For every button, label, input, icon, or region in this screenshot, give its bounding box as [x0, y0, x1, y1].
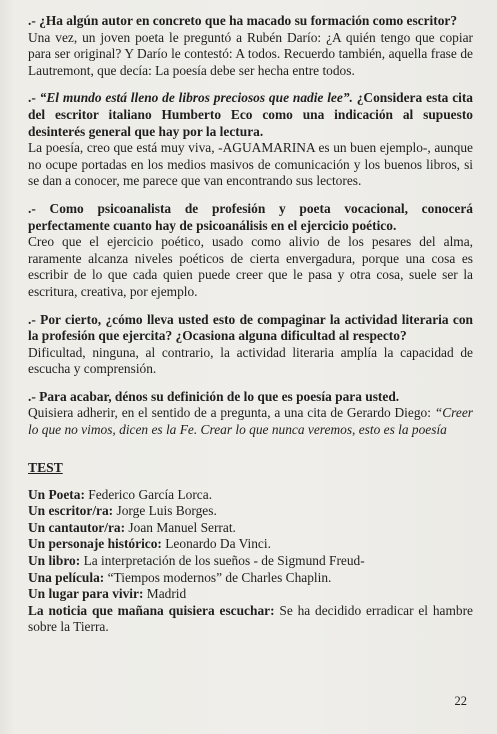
test-value: Madrid: [143, 586, 187, 602]
question-5: .- Para acabar, dénos su definición de lo que es poesía para usted.: [28, 388, 400, 404]
answer-2: La poesía, creo que está muy viva, -AGUAMARINA es un buen ejemplo-, aunque no ocupe portadas en los medios masivos de comunicación y los buenos libros, si se dan a conocer, me parece que van encontrando sus lectores.: [28, 140, 473, 189]
question-2-prefix: .-: [28, 90, 40, 106]
test-item-poeta: [28, 487, 473, 504]
test-item-libro: [28, 553, 473, 570]
question-4: .- Por cierto, ¿cómo lleva usted esto de compaginar la actividad literaria con la profesión que ejercita? ¿Ocasiona alguna dificultad al respecto?: [28, 311, 473, 344]
test-item-cantautor: [28, 520, 473, 537]
question-1: .- ¿Ha algún autor en concreto que ha macado su formación como escritor?: [28, 13, 458, 28]
test-label: Un escritor/ra:: [28, 503, 114, 519]
answer-4: Dificultad, ninguna, al contrario, la actividad literaria amplía la capacidad de escucha y comprensión.: [28, 344, 473, 377]
interview-item-5: [28, 389, 473, 439]
interview-item-4: [28, 312, 473, 378]
test-item-personaje: [28, 536, 473, 553]
question-2-rest: ¿Considera esta cita del escritor italiano Humberto Eco como una indicación al supuesto desinterés general que hay por la lectura.: [28, 90, 474, 139]
answer-5-text: Quisiera adherir, en el sentido de a pregunta, a una cita de Gerardo Diego:: [28, 405, 431, 421]
test-label: Un personaje histórico:: [28, 536, 162, 552]
interview-item-2: [28, 90, 473, 190]
test-label: Un libro:: [28, 553, 81, 569]
answer-3: Creo que el ejercicio poético, usado como alivio de los pesares del alma, raramente alcanza niveles poéticos de cierta envergadura, porque una cosa es escribir de lo que cada quien puede creer que le pasa y otra cosa, suele ser la escritura, creativa, por ejemplo.: [28, 234, 473, 299]
test-value: La interpretación de los sueños - de Sigmund Freud-: [80, 553, 365, 569]
test-label: La noticia que mañana quisiera escuchar:: [28, 602, 275, 618]
test-value: Federico García Lorca.: [84, 486, 213, 502]
question-2-quote: “El mundo está lleno de libros preciosos que nadie lee”.: [39, 90, 353, 106]
test-value: Se ha decidido erradicar el hambre sobre la Tierra.: [28, 602, 473, 635]
test-item-lugar: [28, 586, 473, 603]
test-item-noticia: [28, 603, 473, 636]
test-value: “Tiempos modernos” de Charles Chaplin.: [104, 569, 332, 585]
test-item-pelicula: [28, 570, 473, 587]
test-label: Una película:: [28, 569, 105, 585]
page-number: 22: [454, 694, 467, 708]
test-list: [28, 487, 473, 636]
interview-item-3: [28, 201, 473, 301]
test-label: Un cantautor/ra:: [28, 519, 126, 535]
interview-item-1: [28, 13, 473, 79]
test-item-escritor: [28, 503, 473, 520]
test-heading: TEST: [28, 459, 63, 475]
answer-5-quote: “Creer lo que no vimos, dicen es la Fe. Crear lo que nunca veremos, esto es la poesía: [28, 405, 473, 438]
test-label: Un Poeta:: [28, 486, 85, 502]
answer-5: [28, 405, 473, 438]
test-value: Jorge Luis Borges.: [113, 503, 217, 519]
test-value: Joan Manuel Serrat.: [125, 519, 236, 535]
question-3: .- Como psicoanalista de profesión y poeta vocacional, conocerá perfectamente cuanto hay de psicoanálisis en el ejercicio poético.: [28, 200, 473, 233]
test-label: Un lugar para vivir:: [28, 586, 144, 602]
question-2: [28, 90, 473, 140]
test-value: Leonardo Da Vinci.: [161, 536, 271, 552]
answer-1: Una vez, un joven poeta le preguntó a Rubén Darío: ¿A quién tengo que copiar para ser original? Y Darío le contestó: A todos. Recuerdo también, aquella frase de Lautremont, que decía: La poesía debe ser hecha entre todos.: [28, 29, 473, 78]
